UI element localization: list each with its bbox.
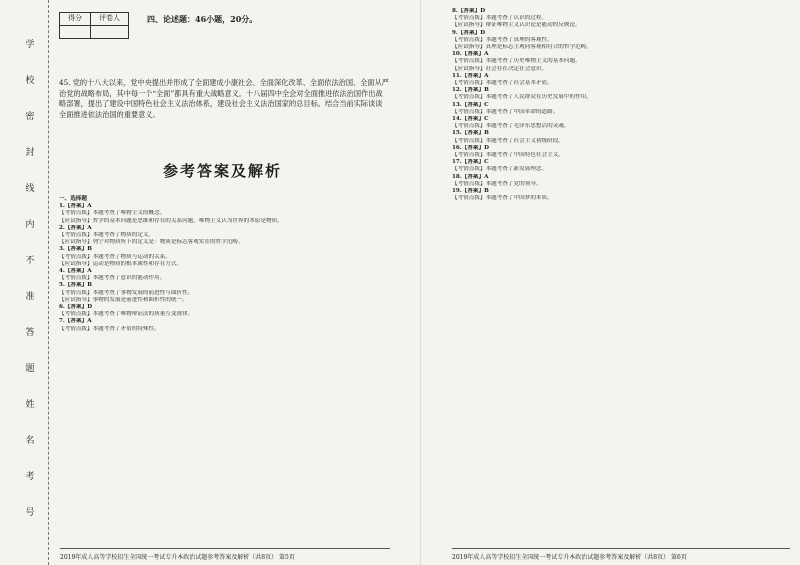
answer-head: 4.【答案】A xyxy=(59,268,92,275)
binding-char: 密 xyxy=(25,112,35,122)
answer-line: 【应试指导】列宁对物质所下的定义是：物质是标志客观实在的哲学范畴。 xyxy=(59,239,244,246)
answer-line: 【考情点拨】本题考查了历史唯物主义的基本问题。 xyxy=(452,58,581,65)
binding-char: 封 xyxy=(25,148,35,158)
answer-line: 【应试指导】事物的发展是前进性和曲折性的统一。 xyxy=(59,296,188,303)
answer-line: 【考情点拨】本题考查了中国革命的道路。 xyxy=(452,108,559,115)
answer-entry xyxy=(452,188,788,202)
answer-head: 13.【答案】C xyxy=(452,101,489,108)
answer-entry xyxy=(452,51,788,73)
answer-entry xyxy=(59,203,389,225)
answer-title: 参考答案及解析 xyxy=(162,162,282,180)
left-answers xyxy=(59,196,389,333)
answer-entry xyxy=(452,87,788,101)
answer-line: 【考情点拨】本题考查了矛盾的特殊性。 xyxy=(59,325,160,332)
answer-line: 【考情点拨】本题考查了意识的能动作用。 xyxy=(59,275,166,282)
answer-line: 【考情点拨】本题考查了认识的过程。 xyxy=(452,15,548,22)
score-table xyxy=(59,12,129,39)
binding-strip xyxy=(10,0,49,565)
grader-label: 评卷人 xyxy=(91,13,129,26)
answer-line: 【考情点拨】本题考查了物质与运动的关系。 xyxy=(59,253,171,260)
answer-head: 14.【答案】C xyxy=(452,116,489,123)
binding-char: 姓 xyxy=(25,400,35,410)
answer-line: 【考情点拨】本题考查了唯物辩证法的质量互变规律。 xyxy=(59,311,194,318)
answer-line: 【考情点拨】本题考查了党的领导。 xyxy=(452,180,542,187)
binding-char: 号 xyxy=(25,508,35,518)
right-page xyxy=(448,8,790,547)
binding-char: 校 xyxy=(25,76,35,86)
answer-entry xyxy=(59,246,389,268)
answer-head: 5.【答案】B xyxy=(59,282,92,289)
binding-char: 题 xyxy=(25,364,35,374)
answer-head: 12.【答案】B xyxy=(452,87,489,94)
answer-entry xyxy=(452,174,788,188)
answer-head: 8.【答案】D xyxy=(452,8,486,14)
answer-head: 9.【答案】D xyxy=(452,29,486,36)
essay-question: 45. 党的十八大以来，党中央提出并形成了全面建成小康社会、全面深化改革、全面依法治国、全面从严治党的战略布局，其中每一个“全面”都具有重大战略意义。十八届四中全会对全面推进依法治国作出战略部署，提出了建设中国特色社会主义法治体系，建设社会主义法治国家的总目标。结合当前实际谈谈全面推进依法治国的重要意义。 xyxy=(59,78,389,119)
left-page xyxy=(55,8,390,547)
binding-char: 内 xyxy=(25,220,35,230)
binding-char: 学 xyxy=(25,40,35,50)
answer-entry xyxy=(452,159,788,173)
answer-entry xyxy=(59,268,389,282)
answer-line: 【考情点拨】本题考查了中国梦的本质。 xyxy=(452,195,553,202)
score-label: 得分 xyxy=(60,13,91,26)
answer-entry xyxy=(59,225,389,247)
answer-line: 【应试指导】辩证唯物主义认识论是能动的反映论。 xyxy=(452,22,581,29)
binding-char: 考 xyxy=(25,472,35,482)
answer-line: 【考情点拨】本题考查了中国特色社会主义。 xyxy=(452,152,564,159)
answer-entry xyxy=(452,130,788,144)
answer-head: 19.【答案】B xyxy=(452,188,489,195)
answer-entry xyxy=(59,282,389,304)
answer-entry xyxy=(452,8,788,30)
answer-entry xyxy=(59,304,389,318)
answer-entry xyxy=(452,102,788,116)
answer-line: 【应试指导】运动是物质的根本属性和存在方式。 xyxy=(59,260,183,267)
section-heading: 一、选择题 xyxy=(59,196,87,202)
page-divider xyxy=(420,0,421,565)
answer-head: 16.【答案】D xyxy=(452,144,489,151)
answer-entry xyxy=(452,73,788,87)
answer-head: 3.【答案】B xyxy=(59,246,92,253)
answer-line: 【考情点拨】本题考查了事物发展的前进性与曲折性。 xyxy=(59,289,194,296)
answer-head: 11.【答案】A xyxy=(452,72,489,79)
footer-right: 2019年成人高等学校招生全国统一考试专升本政治试题参考答案及解析（共8页） 第6页 xyxy=(452,548,790,561)
answer-line: 【考情点拨】本题考查了真理的客观性。 xyxy=(452,36,553,43)
answer-head: 2.【答案】A xyxy=(59,224,92,231)
answer-line: 【考情点拨】本题考查了人民群众在历史发展中的作用。 xyxy=(452,94,592,101)
answer-line: 【考情点拨】本题考查了社会基本矛盾。 xyxy=(452,80,553,87)
answer-line: 【应试指导】社会存在决定社会意识。 xyxy=(452,65,548,72)
answer-line: 【考情点拨】本题考查了新发展理念。 xyxy=(452,166,548,173)
answer-head: 1.【答案】A xyxy=(59,203,92,210)
binding-char: 名 xyxy=(25,436,35,446)
answer-line: 【考情点拨】本题考查了物质的定义。 xyxy=(59,232,155,239)
footer-left: 2019年成人高等学校招生全国统一考试专升本政治试题参考答案及解析（共8页） 第5页 xyxy=(60,548,390,561)
binding-char: 不 xyxy=(25,256,35,266)
answer-entry xyxy=(452,145,788,159)
answer-head: 17.【答案】C xyxy=(452,159,489,166)
right-answers xyxy=(452,8,788,202)
answer-line: 【应试指导】真理是标志主观同客观相符合的哲学范畴。 xyxy=(452,44,592,51)
answer-head: 15.【答案】B xyxy=(452,130,489,137)
answer-line: 【考情点拨】本题考查了社会主义初级阶段。 xyxy=(452,137,564,144)
answer-head: 10.【答案】A xyxy=(452,51,489,58)
answer-head: 6.【答案】D xyxy=(59,304,93,311)
binding-char: 准 xyxy=(25,292,35,302)
answer-entry xyxy=(452,30,788,52)
answer-head: 7.【答案】A xyxy=(59,318,92,325)
answer-line: 【应试指导】哲学的基本问题是思维和存在的关系问题，唯物主义认为世界的本原是物质， xyxy=(59,217,283,224)
binding-char: 答 xyxy=(25,328,35,338)
answer-entry xyxy=(452,116,788,130)
answer-line: 【考情点拨】本题考查了唯物主义的概念。 xyxy=(59,210,166,217)
answer-head: 18.【答案】A xyxy=(452,173,489,180)
answer-entry xyxy=(59,318,389,332)
answer-line: 【考情点拨】本题考查了毛泽东思想活的灵魂。 xyxy=(452,123,570,130)
part-four-title: 四、论述题：46小题，20分。 xyxy=(147,14,258,24)
binding-char: 线 xyxy=(25,184,35,194)
